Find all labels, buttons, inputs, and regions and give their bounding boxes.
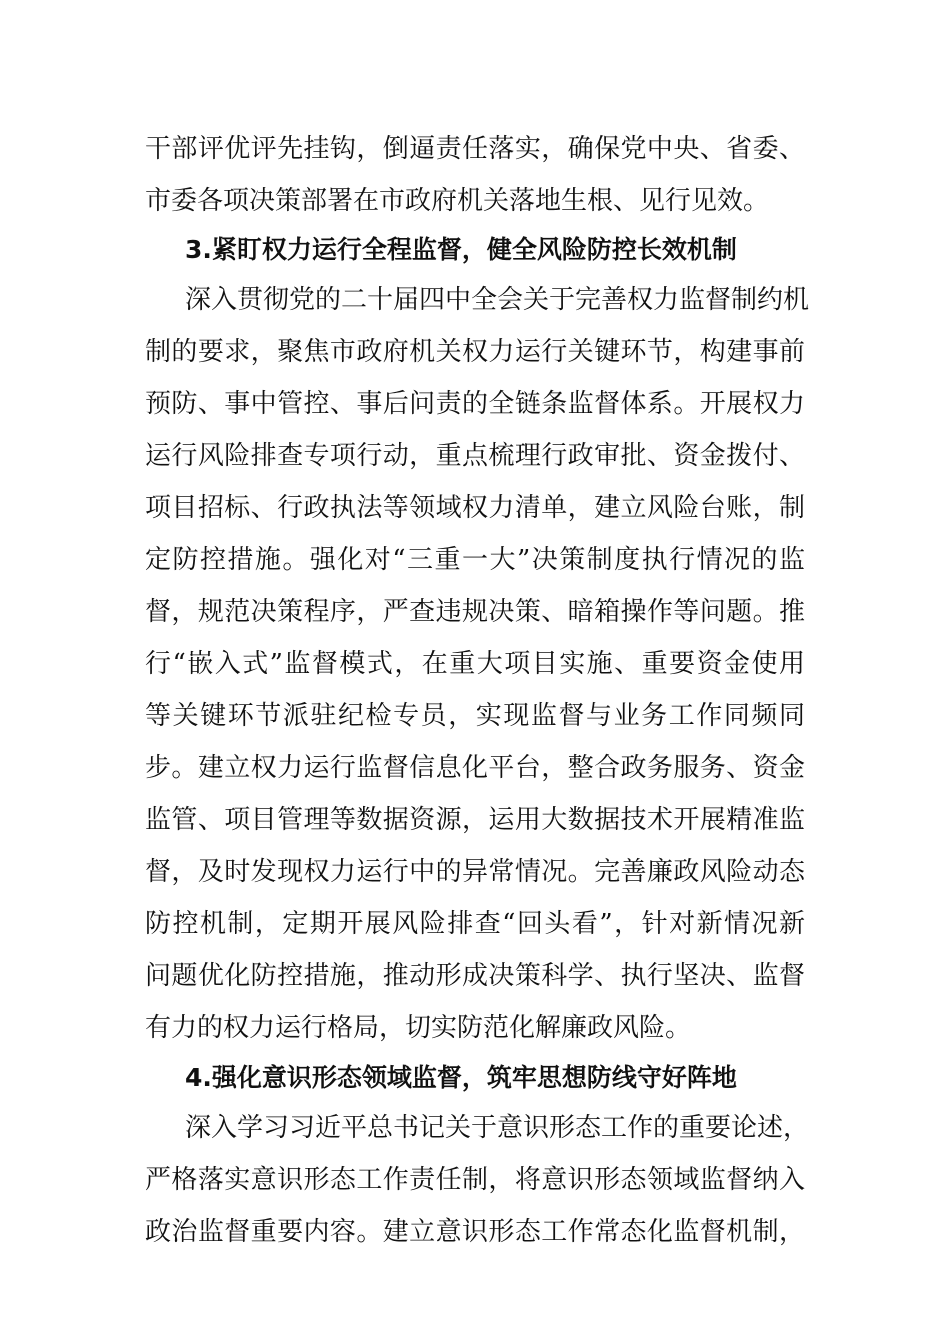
section-3-line-1: 深入贯彻党的二十届四中全会关于完善权力监督制约机 bbox=[185, 285, 810, 315]
section-3-line-7: 督，规范决策程序，严查违规决策、暗箱操作等问题。推 bbox=[145, 597, 805, 627]
section-3-line-2: 制的要求，聚焦市政府机关权力运行关键环节，构建事前 bbox=[145, 337, 805, 367]
section-3-line-3: 预防、事中管控、事后问责的全链条监督体系。开展权力 bbox=[145, 389, 805, 419]
section-3-line-14: 问题优化防控措施，推动形成决策科学、执行坚决、监督 bbox=[145, 961, 805, 991]
section-3-line-4: 运行风险排查专项行动，重点梳理行政审批、资金拨付、 bbox=[145, 441, 805, 471]
intro-line-1: 干部评优评先挂钩，倒逼责任落实，确保党中央、省委、 bbox=[145, 134, 805, 164]
section-3-line-8: 行“嵌入式”监督模式，在重大项目实施、重要资金使用 bbox=[145, 649, 805, 679]
section-4-line-1: 深入学习习近平总书记关于意识形态工作的重要论述， bbox=[185, 1113, 810, 1143]
section-3-line-13: 防控机制，定期开展风险排查“回头看”，针对新情况新 bbox=[145, 909, 805, 939]
intro-line-2: 市委各项决策部署在市政府机关落地生根、见行见效。 bbox=[145, 186, 770, 216]
section-3-heading: 3.紧盯权力运行全程监督，健全风险防控长效机制 bbox=[185, 235, 737, 264]
section-3-line-6: 定防控措施。强化对“三重一大”决策制度执行情况的监 bbox=[145, 545, 805, 575]
section-3-line-5: 项目招标、行政执法等领域权力清单，建立风险台账，制 bbox=[145, 493, 805, 523]
section-4-line-3: 政治监督重要内容。建立意识形态工作常态化监督机制， bbox=[145, 1217, 805, 1247]
section-3-line-15: 有力的权力运行格局，切实防范化解廉政风险。 bbox=[145, 1013, 692, 1043]
section-4-line-2: 严格落实意识形态工作责任制，将意识形态领域监督纳入 bbox=[145, 1165, 805, 1195]
section-3-line-9: 等关键环节派驻纪检专员，实现监督与业务工作同频同 bbox=[145, 701, 805, 731]
section-3-line-12: 督，及时发现权力运行中的异常情况。完善廉政风险动态 bbox=[145, 857, 805, 887]
section-4-heading: 4.强化意识形态领域监督，筑牢思想防线守好阵地 bbox=[185, 1063, 737, 1092]
section-3-line-11: 监管、项目管理等数据资源，运用大数据技术开展精准监 bbox=[145, 805, 805, 835]
section-3-line-10: 步。建立权力运行监督信息化平台，整合政务服务、资金 bbox=[145, 753, 805, 783]
